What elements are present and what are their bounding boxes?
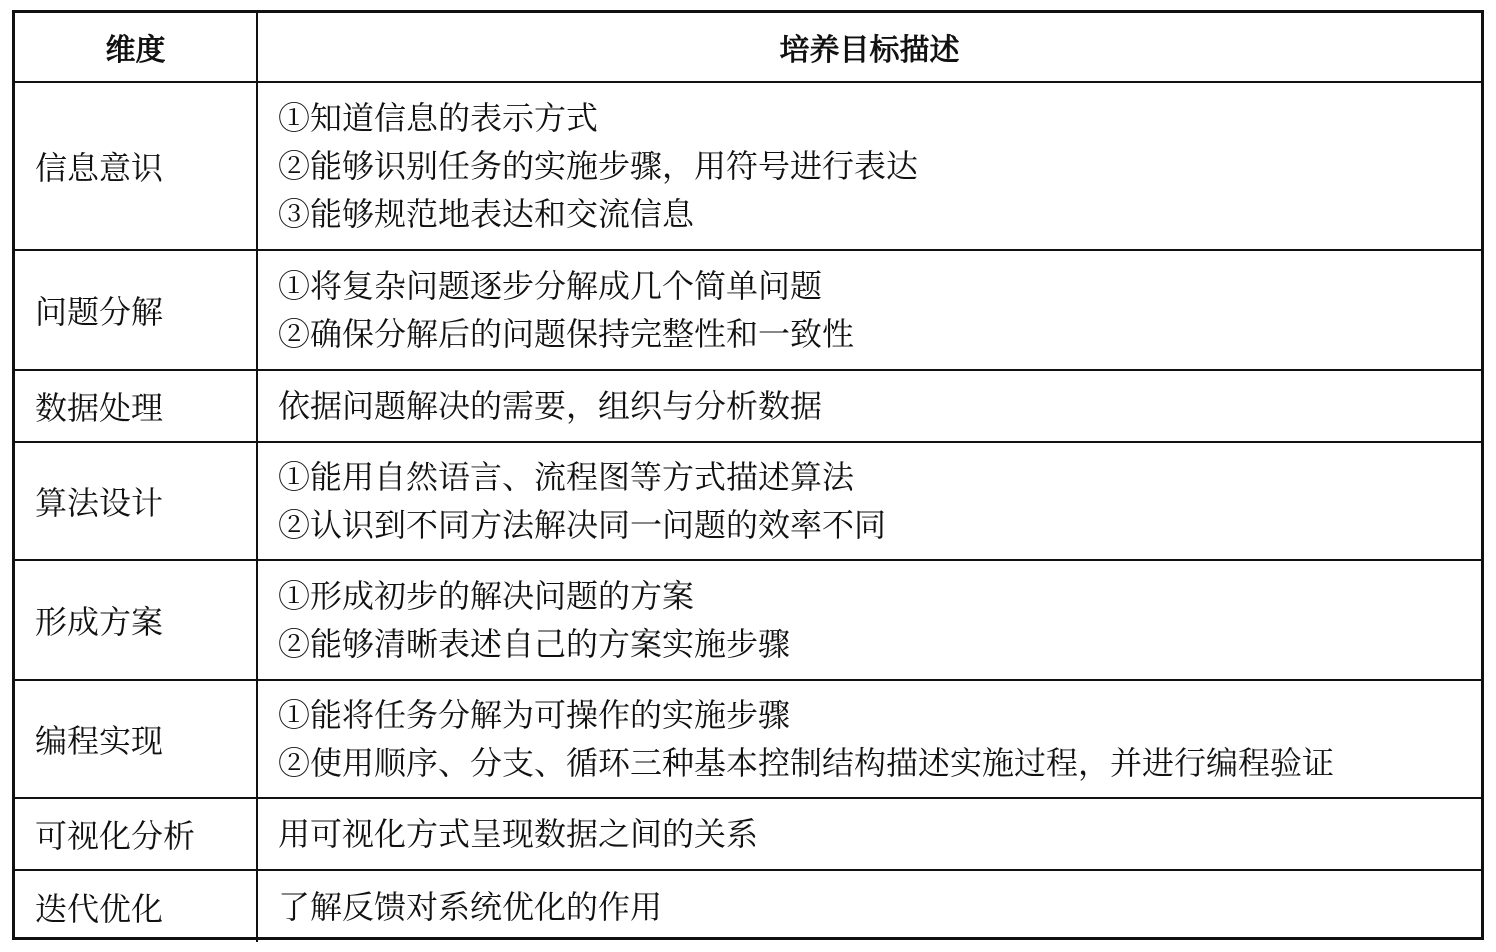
goal-line: ①将复杂问题逐步分解成几个简单问题 [278, 267, 823, 305]
goal-cell [257, 560, 1481, 680]
goals-table [15, 13, 1481, 942]
header-dimension: 维度 [15, 13, 257, 82]
dimension-cell: 数据处理 [15, 370, 257, 442]
goal-line: ②认识到不同方法解决同一问题的效率不同 [278, 506, 887, 544]
goal-cell [257, 442, 1481, 560]
goal-cell [257, 82, 1481, 250]
goal-line: ①知道信息的表示方式 [278, 99, 599, 137]
dimension-cell: 问题分解 [15, 250, 257, 370]
goal-line: ①能将任务分解为可操作的实施步骤 [278, 696, 791, 734]
goal-cell [257, 250, 1481, 370]
dimension-cell: 形成方案 [15, 560, 257, 680]
dimension-cell: 信息意识 [15, 82, 257, 250]
table-row [15, 250, 1481, 370]
goal-cell [257, 870, 1481, 942]
dimension-cell: 迭代优化 [15, 870, 257, 942]
table-row [15, 370, 1481, 442]
goal-line: 用可视化方式呈现数据之间的关系 [278, 815, 759, 853]
table-row [15, 798, 1481, 870]
goal-line: 依据问题解决的需要，组织与分析数据 [278, 387, 823, 425]
header-goal: 培养目标描述 [257, 13, 1481, 82]
goal-line: ③能够规范地表达和交流信息 [278, 195, 695, 233]
table-header-row [15, 13, 1481, 82]
table-row [15, 442, 1481, 560]
goal-cell [257, 798, 1481, 870]
goal-line: ①形成初步的解决问题的方案 [278, 577, 695, 615]
goal-line: 了解反馈对系统优化的作用 [278, 887, 663, 926]
table-row [15, 680, 1481, 798]
goal-line: ②能够清晰表述自己的方案实施步骤 [278, 625, 791, 663]
goal-line: ②确保分解后的问题保持完整性和一致性 [278, 315, 855, 353]
goal-line: ②能够识别任务的实施步骤，用符号进行表达 [278, 147, 919, 185]
table-row [15, 82, 1481, 250]
goal-cell [257, 680, 1481, 798]
goal-cell [257, 370, 1481, 442]
table-row [15, 870, 1481, 942]
dimension-cell: 算法设计 [15, 442, 257, 560]
dimension-cell: 编程实现 [15, 680, 257, 798]
goals-table-frame [12, 10, 1484, 940]
goal-line: ①能用自然语言、流程图等方式描述算法 [278, 458, 855, 496]
goal-line: ②使用顺序、分支、循环三种基本控制结构描述实施过程，并进行编程验证 [278, 744, 1335, 782]
table-row [15, 560, 1481, 680]
dimension-cell: 可视化分析 [15, 798, 257, 870]
